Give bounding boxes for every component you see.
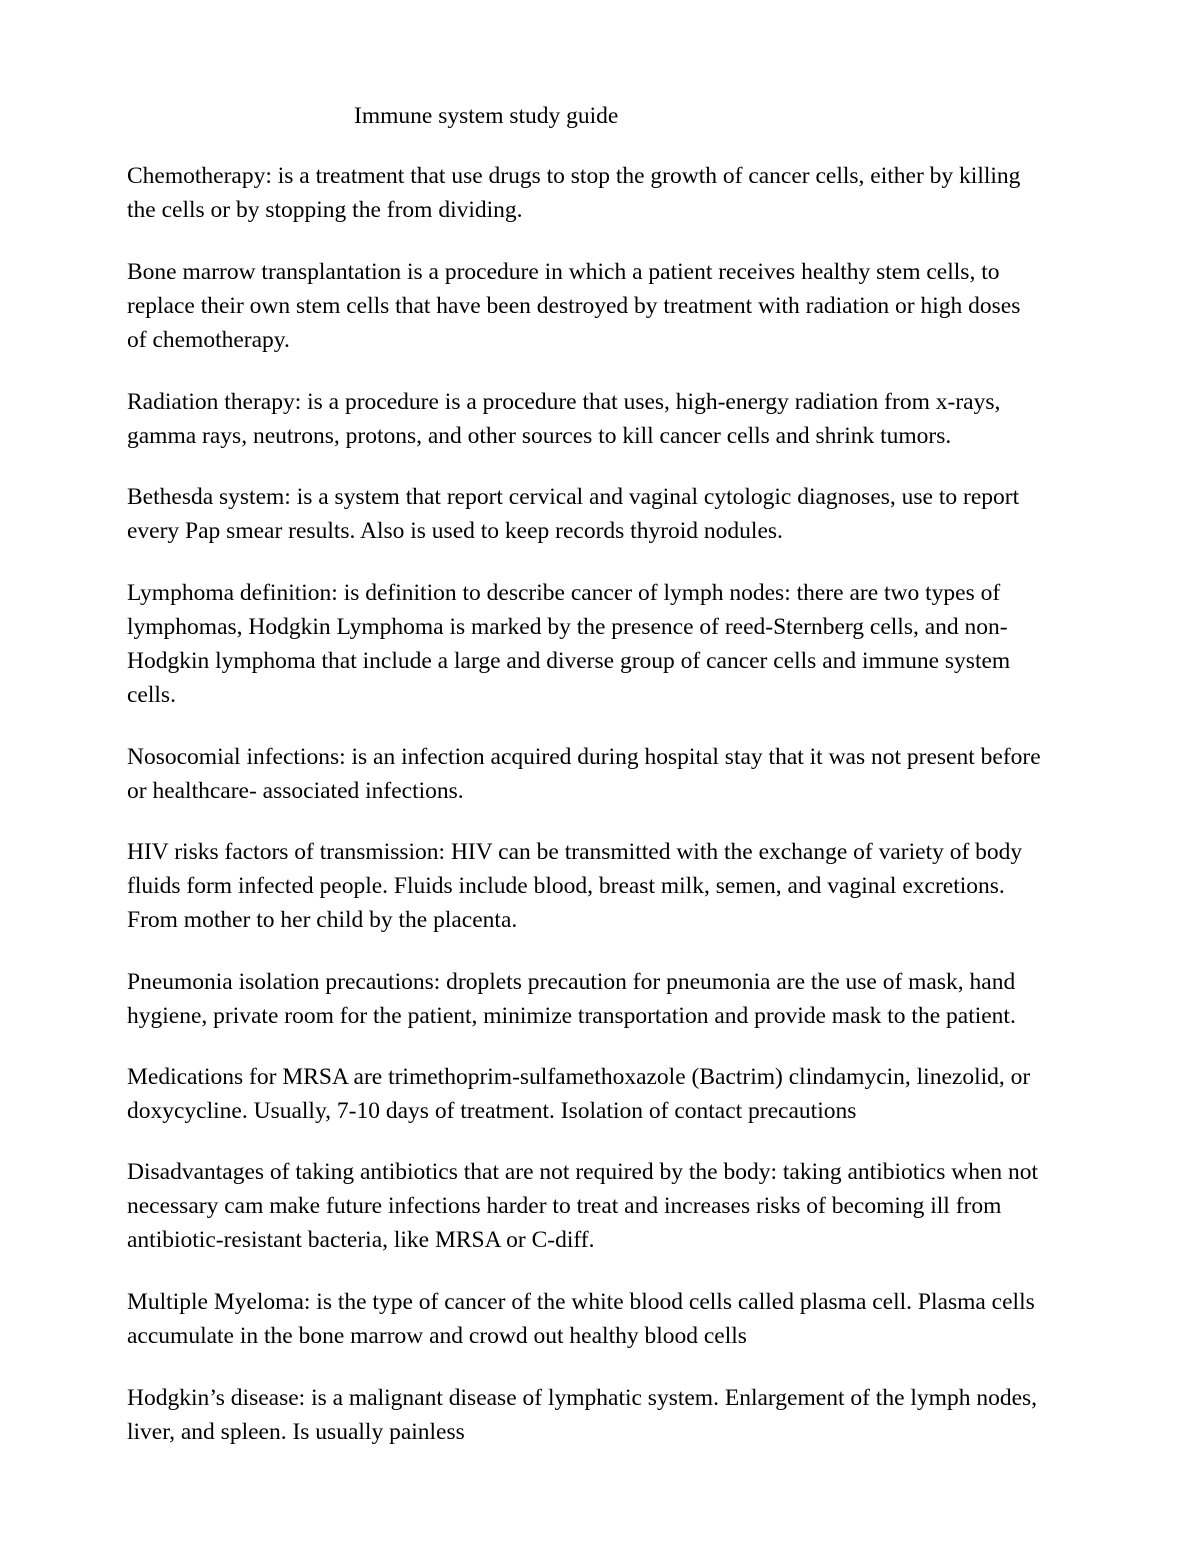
paragraph-lymphoma-definition (127, 576, 1199, 712)
paragraph-line: gamma rays, neutrons, protons, and other sources to kill cancer cells and shrink tumors. (127, 423, 952, 449)
paragraph-hodgkins-disease (127, 1381, 1199, 1449)
paragraph-line: liver, and spleen. Is usually painless (127, 1419, 465, 1445)
paragraph-multiple-myeloma (127, 1285, 1199, 1353)
paragraph-line: accumulate in the bone marrow and crowd out healthy blood cells (127, 1323, 747, 1349)
paragraph-line: hygiene, private room for the patient, minimize transportation and provide mask to the patient. (127, 1003, 1016, 1029)
paragraph-radiation-therapy (127, 385, 1199, 453)
paragraph-line: or healthcare- associated infections. (127, 778, 464, 804)
paragraph-bethesda-system (127, 480, 1199, 548)
paragraph-chemotherapy (127, 159, 1199, 227)
document-title: Immune system study guide (354, 103, 619, 129)
paragraph-line: lymphomas, Hodgkin Lymphoma is marked by the presence of reed-Sternberg cells, and non- (127, 614, 1008, 640)
paragraph-line: Nosocomial infections: is an infection acquired during hospital stay that it was not present before (127, 744, 1041, 770)
paragraph-line: Hodgkin’s disease: is a malignant disease of lymphatic system. Enlargement of the lymph nodes, (127, 1385, 1038, 1411)
paragraph-mrsa-medications (127, 1060, 1199, 1128)
paragraph-line: replace their own stem cells that have been destroyed by treatment with radiation or high doses (127, 293, 1021, 319)
paragraph-line: HIV risks factors of transmission: HIV can be transmitted with the exchange of variety of body (127, 839, 1023, 865)
paragraph-line: doxycycline. Usually, 7-10 days of treatment. Isolation of contact precautions (127, 1098, 857, 1124)
paragraph-line: necessary cam make future infections harder to treat and increases risks of becoming ill from (127, 1193, 1002, 1219)
paragraph-nosocomial-infections (127, 740, 1199, 808)
paragraph-line: Bone marrow transplantation is a procedure in which a patient receives healthy stem cells, to (127, 259, 1000, 285)
paragraph-line: every Pap smear results. Also is used to keep records thyroid nodules. (127, 518, 783, 544)
paragraph-hiv-risk-factors (127, 835, 1199, 937)
paragraph-line: Bethesda system: is a system that report cervical and vaginal cytologic diagnoses, use to report (127, 484, 1020, 510)
paragraph-line: Disadvantages of taking antibiotics that are not required by the body: taking antibiotics when not (127, 1159, 1039, 1185)
paragraph-line: From mother to her child by the placenta. (127, 907, 518, 933)
paragraph-line: Multiple Myeloma: is the type of cancer of the white blood cells called plasma cell. Plasma cells (127, 1289, 1035, 1315)
paragraph-line: Pneumonia isolation precautions: droplets precaution for pneumonia are the use of mask, hand (127, 969, 1016, 995)
paragraph-bone-marrow-transplantation (127, 255, 1199, 357)
paragraph-line: Chemotherapy: is a treatment that use drugs to stop the growth of cancer cells, either by killing (127, 163, 1021, 189)
paragraph-line: Medications for MRSA are trimethoprim-sulfamethoxazole (Bactrim) clindamycin, linezolid, or (127, 1064, 1031, 1090)
paragraph-line: Hodgkin lymphoma that include a large and diverse group of cancer cells and immune system (127, 648, 1011, 674)
paragraph-line: Lymphoma definition: is definition to describe cancer of lymph nodes: there are two types of (127, 580, 1001, 606)
paragraph-line: cells. (127, 682, 176, 708)
paragraph-line: of chemotherapy. (127, 327, 290, 353)
paragraph-line: Radiation therapy: is a procedure is a procedure that uses, high-energy radiation from x-rays, (127, 389, 1001, 415)
paragraph-line: the cells or by stopping the from dividing. (127, 197, 523, 223)
paragraph-line: fluids form infected people. Fluids include blood, breast milk, semen, and vaginal excretions. (127, 873, 1005, 899)
paragraph-line: antibiotic-resistant bacteria, like MRSA or C-diff. (127, 1227, 595, 1253)
paragraph-antibiotics-disadvantages (127, 1155, 1199, 1257)
paragraph-pneumonia-isolation (127, 965, 1199, 1033)
